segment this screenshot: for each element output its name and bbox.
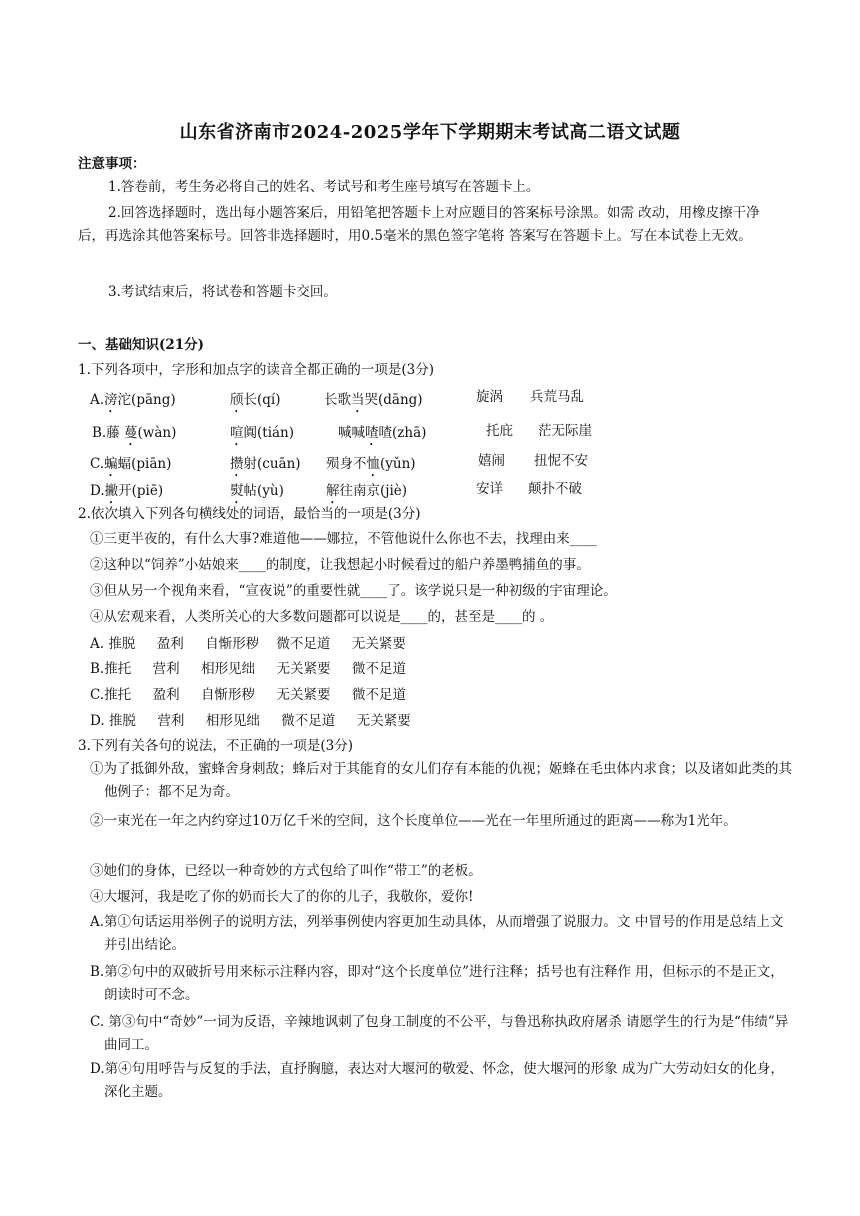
q2-sentence-2: ②这种以“饲养”小姑娘来____的制度，让我想起小时候看过的船户养墨鸭捕鱼的事。 bbox=[90, 557, 590, 573]
q3-sentence-1: ①为了抵御外敌，蜜蜂舍身刺敌；蜂后对于其能育的女儿们存有本能的仇视；姬蜂在毛虫体内求食；以及诸如此类的其他例子：都不足为奇。 bbox=[90, 761, 792, 800]
dotted-char: 解 bbox=[326, 483, 340, 499]
word-text: 殒身不 bbox=[326, 456, 367, 472]
word-text: 长(qí) bbox=[243, 392, 281, 408]
q1-b-word3 bbox=[338, 421, 426, 449]
dotted-char: 颀 bbox=[230, 392, 244, 408]
q1-a-word2 bbox=[230, 388, 281, 416]
q1-b-word4: 托庇 bbox=[486, 423, 513, 439]
q2-option-b: B.推托 营利 相形见绌 无关紧要 微不足道 bbox=[90, 661, 407, 677]
notice-item-1: 1.答卷前，考生务必将自己的姓名、考试号和考生座号填写在答题卡上。 bbox=[108, 179, 540, 195]
dotted-char: 喳 bbox=[365, 425, 379, 441]
word-text: 射(cuān) bbox=[243, 456, 301, 472]
question-2-stem: 2.依次填入下列各句横线处的词语，最恰当的一项是(3分) bbox=[78, 506, 421, 522]
q3-option-c: C. 第③句中“奇妙”一词为反语，辛辣地讽刺了包身工制度的不公平，与鲁迅称执政府屠杀 请愿学生的行为是“伟绩”异曲同工。 bbox=[90, 1014, 789, 1053]
q2-sentence-4: ④从宏观来看，人类所关心的大多数问题都可以说是____的，甚至是____的 。 bbox=[90, 609, 554, 625]
q3-option-a: A.第①句话运用举例子的说明方法，列举事例使内容更加生动具体，从而增强了说服力。文 中冒号的作用是总结上文并引出结论。 bbox=[90, 914, 784, 953]
dotted-char: 蔓 bbox=[124, 425, 138, 441]
section-heading: 一、基础知识(21分) bbox=[78, 337, 205, 353]
word-text: 帖(yù) bbox=[243, 483, 284, 499]
dotted-char: 攒 bbox=[230, 456, 244, 472]
word-text: 蝠(piān) bbox=[117, 456, 172, 472]
word-text: 沱(pāng) bbox=[117, 392, 176, 408]
q2-option-c: C.推托 盈利 自惭形秽 无关紧要 微不足道 bbox=[90, 687, 406, 703]
question-1-stem: 1.下列各项中，字形和加点字的读音全都正确的一项是(3分) bbox=[78, 362, 435, 378]
q1-a-word4: 旋涡 bbox=[476, 389, 503, 405]
word-text: 往南京(jiè) bbox=[339, 483, 408, 499]
option-label: B. bbox=[92, 425, 107, 441]
q3-option-d: D.第④句用呼告与反复的手法，直抒胸臆，表达对大堰河的敬爱、怀念，使大堰河的形象 成为广大劳动妇女的化身，深化主题。 bbox=[90, 1061, 784, 1100]
q1-c-word3 bbox=[326, 452, 416, 480]
q1-b-word5: 茫无际崖 bbox=[538, 423, 592, 439]
q1-d-word4: 安详 bbox=[476, 481, 503, 497]
word-text: (yǔn) bbox=[380, 456, 416, 472]
word-text: 长歌 bbox=[324, 392, 351, 408]
q1-c-word2 bbox=[230, 452, 301, 480]
q1-a-word3 bbox=[324, 388, 423, 416]
dotted-char: 撇 bbox=[104, 483, 119, 499]
q1-option-c bbox=[90, 452, 171, 480]
q1-c-word5: 扭怩不安 bbox=[534, 453, 588, 469]
notice-item-3: 3.考试结束后，将试卷和答题卡交回。 bbox=[108, 284, 337, 300]
q1-option-a bbox=[90, 388, 176, 416]
q3-sentence-2: ②一束光在一年之内约穿过10万亿千米的空间，这个长度单位——光在一年里所通过的距离——称为1光年。 bbox=[90, 813, 737, 829]
q3-sentence-4: ④大堰河，我是吃了你的奶而长大了的你的儿子，我敬你，爱你! bbox=[90, 889, 474, 905]
option-label: A. bbox=[90, 392, 105, 408]
q2-option-d: D. 推脱 营利 相形见绌 微不足道 无关紧要 bbox=[90, 713, 411, 729]
dotted-char: 熨 bbox=[230, 483, 244, 499]
page-title: 山东省济南市2024-2025学年下学期期末考试高二语文试题 bbox=[179, 122, 681, 143]
dotted-char: 喧 bbox=[230, 425, 244, 441]
word-text: 喳(zhā) bbox=[378, 425, 427, 441]
dotted-char: 蝙 bbox=[104, 456, 118, 472]
q1-b-word2 bbox=[230, 421, 294, 449]
q1-a-word5: 兵荒马乱 bbox=[530, 389, 584, 405]
word-text: 开(piē) bbox=[118, 483, 164, 499]
q1-d-word5: 颠扑不破 bbox=[528, 481, 582, 497]
option-label: D. bbox=[90, 483, 105, 499]
dotted-char: 恤 bbox=[366, 456, 380, 472]
dotted-char: 滂 bbox=[104, 392, 118, 408]
option-label: C. bbox=[90, 456, 105, 472]
word-text: 喊喊 bbox=[338, 425, 365, 441]
q1-option-b bbox=[92, 421, 176, 449]
word-text: 藤 bbox=[106, 425, 125, 441]
question-3-stem: 3.下列有关各句的说法，不正确的一项是(3分) bbox=[78, 738, 354, 754]
word-text: 阗(tián) bbox=[243, 425, 295, 441]
notice-item-2: 2.回答选择题时，选出每小题答案后，用铅笔把答题卡上对应题目的答案标号涂黑。如需 改动，用橡皮擦干净后，再选涂其他答案标号。回答非选择题时，用0.5毫米的黑色签字笔将 答案写在答题卡上。写在本试卷上无效。 bbox=[78, 205, 760, 244]
q2-sentence-3: ③但从另一个视角来看，“宣夜说”的重要性就____了。该学说只是一种初级的宇宙理论。 bbox=[90, 583, 617, 599]
word-text: (wàn) bbox=[137, 425, 177, 441]
q1-c-word4: 嬉闹 bbox=[478, 453, 505, 469]
notice-heading: 注意事项： bbox=[78, 156, 146, 172]
q2-sentence-1: ①三更半夜的，有什么大事?难道他——娜拉，不管他说什么你也不去，找理由来____ bbox=[90, 531, 597, 547]
q3-sentence-3: ③她们的身体，已经以一种奇妙的方式包给了叫作“带工”的老板。 bbox=[90, 863, 482, 879]
q2-option-a: A. 推脱 盈利 自惭形秽 微不足道 无关紧要 bbox=[90, 636, 406, 652]
dotted-char: 当 bbox=[351, 392, 365, 408]
word-text: 哭(dāng) bbox=[364, 392, 423, 408]
q3-option-b: B.第②句中的双破折号用来标示注释内容，即对“这个长度单位”进行注释；括号也有注释作 用，但标示的不是正文，朗读时可不念。 bbox=[90, 964, 784, 1003]
